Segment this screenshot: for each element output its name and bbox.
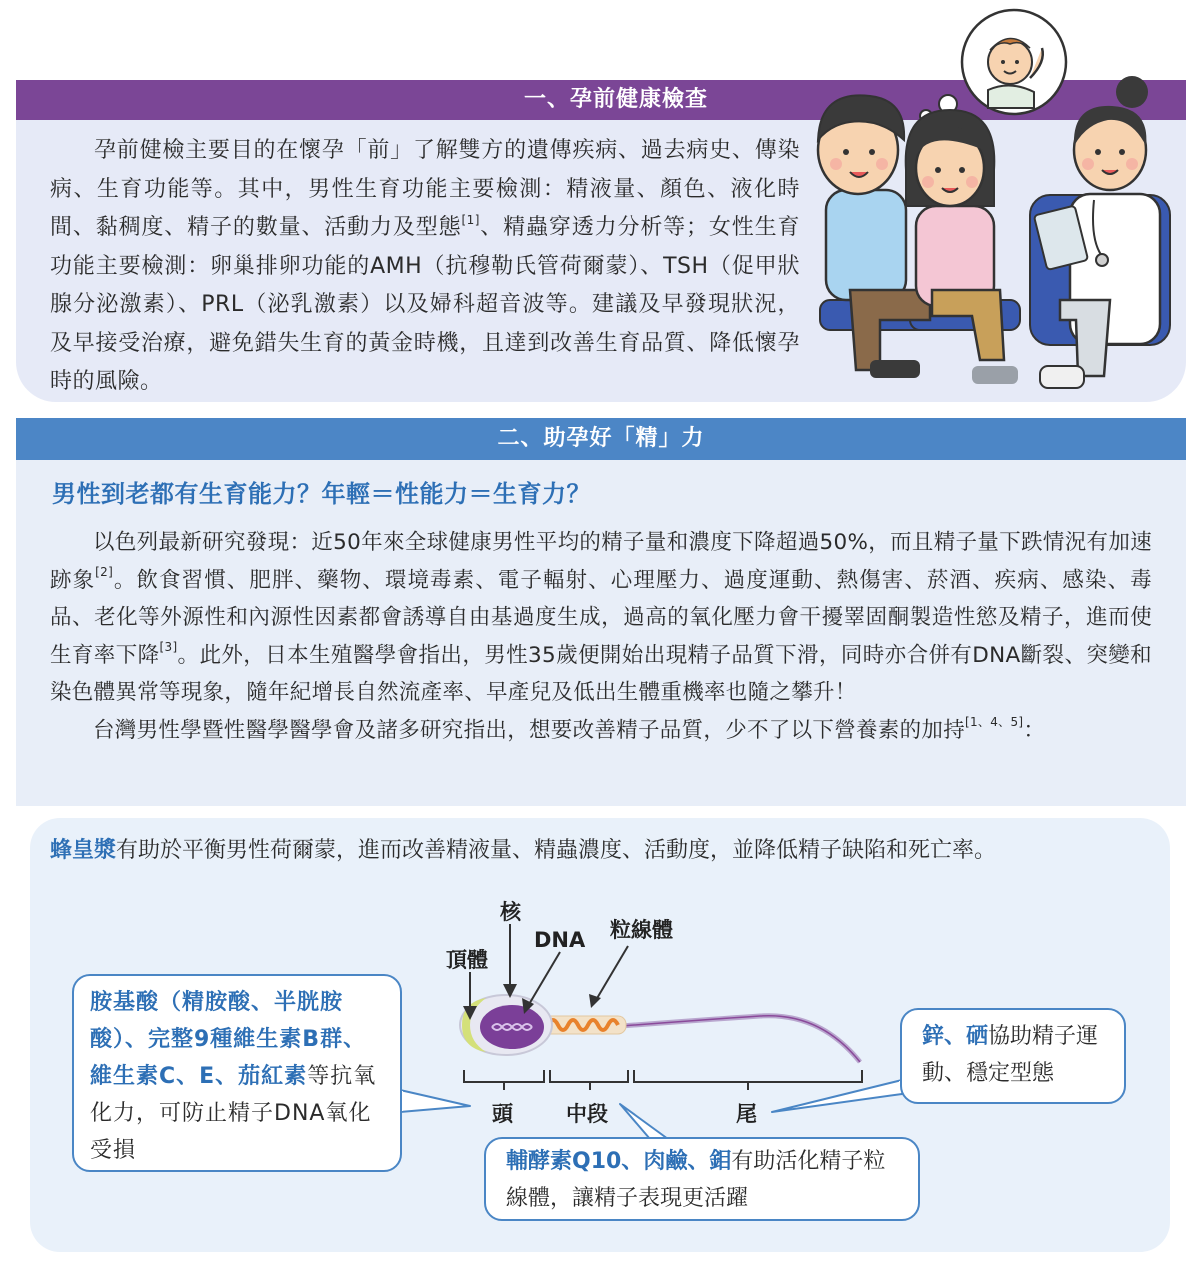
zinc-selenium-text: 協助精子運動、穩定型態: [922, 1024, 1099, 1086]
head-label: 頭: [492, 1102, 513, 1126]
section2-subtitle: 男性到老都有生育能力？年輕＝性能力＝生育力？: [52, 480, 591, 508]
tail-label: 尾: [736, 1102, 757, 1126]
p2-text-b: ：: [1023, 717, 1046, 743]
reference-1-4-5: [1、4、5]: [965, 715, 1024, 730]
nucleus-label: 核: [500, 900, 521, 924]
section1-text-b: 、精蟲穿透力分析等；女性生育功能主要檢測：卵巢排卵功能的AMH（抗穆勒氏管荷爾蒙）、TSH（促甲狀腺分泌激素）、PRL（泌乳激素）以及婦科超音波等。建議及早發現狀況，及早接受治療，避免錯失生育的黃金時機，且達到改善生育品質、降低懷孕時的風險。: [50, 215, 800, 394]
p2-text-a: 台灣男性學暨性醫學醫學會及諸多研究指出，想要改善精子品質，少不了以下營養素的加持: [93, 717, 966, 743]
reference-3: [3]: [159, 640, 178, 655]
section1-title: 一、孕前健康檢查: [523, 87, 708, 112]
royal-jelly-text: 有助於平衡男性荷爾蒙，進而改善精液量、精蟲濃度、活動度，並降低精子缺陷和死亡率。: [116, 838, 997, 863]
section2-title: 二、助孕好「精」力: [497, 426, 705, 451]
amino-acids-text: 等抗氧化力，可防止精子DNA氧化受損: [90, 1064, 377, 1163]
section1-text-a: 孕前健檢主要目的在懷孕「前」了解雙方的遺傳疾病、過去病史、傳染病、生育功能等。其中，男性生育功能主要檢測：精液量、顏色、液化時間、黏稠度、精子的數量、活動力及型態: [50, 138, 800, 240]
coq10-callout: [484, 1137, 920, 1221]
mitochondria-label: 粒線體: [610, 918, 673, 942]
dna-label: DNA: [534, 928, 586, 952]
p1-text-c: 。此外，日本生殖醫學會指出，男性35歲便開始出現精子品質下滑，同時亦合併有DNA斷裂、突變和染色體異常等現象，隨年紀增長自然流產率、早產兒及低出生體重機率也隨之攀升！: [50, 642, 1152, 705]
p1-text-a: 以色列最新研究發現：近50年來全球健康男性平均的精子量和濃度下降超過50%，而且精子量下跌情況有加速跡象: [50, 530, 1152, 593]
amino-acids-label: 胺基酸（精胺酸、半胱胺酸）、完整9種維生素B群、維生素C、E、茄紅素: [90, 990, 367, 1089]
acrosome-label: 頂體: [446, 948, 488, 972]
zinc-selenium-label: 鋅、硒: [922, 1024, 989, 1049]
p1-text-b: 。飲食習慣、肥胖、藥物、環境毒素、電子輻射、心理壓力、過度運動、熱傷害、菸酒、疾病、感染、毒品、老化等外源性和內源性因素都會誘導自由基過度生成，過高的氧化壓力會干擾睪固酮製造性慾及精子，進而使生育率下降: [50, 567, 1152, 668]
reference-1: [1]: [461, 212, 480, 227]
reference-2: [2]: [95, 565, 114, 580]
coq10-text: 有助活化精子粒線體，讓精子表現更活躍: [506, 1149, 886, 1211]
coq10-label: 輔酵素Q10、肉鹼、鉬: [506, 1149, 732, 1174]
midpiece-label: 中段: [566, 1102, 608, 1126]
amino-acids-callout: [72, 974, 402, 1172]
royal-jelly-label: 蜂皇漿: [50, 838, 117, 863]
zinc-selenium-callout: [900, 1008, 1126, 1104]
